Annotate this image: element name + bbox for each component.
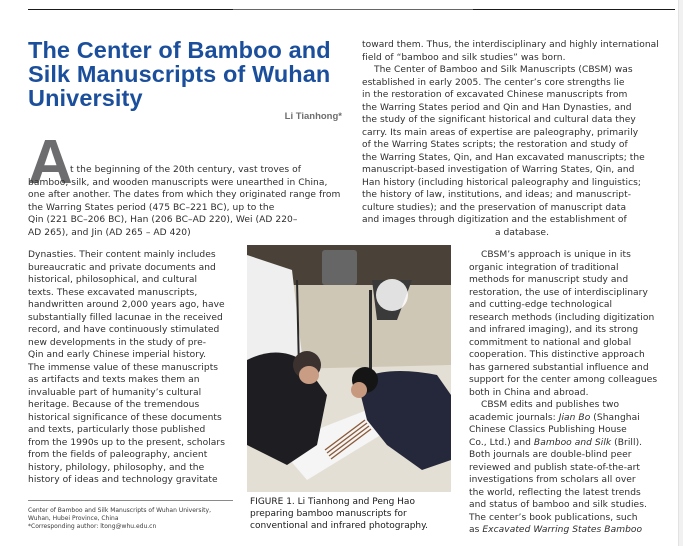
text-line: texts. These excavated manuscripts, (28, 287, 198, 298)
text-line: The immense value of these manuscripts (28, 362, 219, 373)
text-line: from the 1990s up to the present, scholars (28, 437, 225, 448)
title-line: Silk Manuscripts of Wuhan (28, 61, 331, 87)
text-line: The center’s book publications, such (469, 512, 638, 523)
author-byline: Li Tianhong* (284, 111, 342, 122)
text-line: record, and have continuously stimulated (28, 325, 220, 335)
text-line: from the fields of paleography, ancient (28, 450, 208, 460)
text-line: investigations from scholars all over (469, 475, 636, 485)
text-line: handwritten around 2,000 years ago, have (28, 300, 225, 310)
text-line: organic integration of traditional (469, 262, 619, 273)
text-line: established in early 2005. The center’s core strengths lie (362, 77, 625, 88)
column-1-body (28, 249, 225, 487)
lamp-glow (376, 279, 408, 311)
text-line: field of “bamboo and silk studies” was born. (362, 52, 566, 63)
text-line: Qin (221 BC–206 BC), Han (206 BC–AD 220), Wei (AD 220– (28, 215, 298, 225)
text-line: the Warring States period and Qin and Han Dynasties, and (362, 102, 632, 113)
title-line: University (28, 85, 143, 111)
person-right-face (351, 382, 367, 398)
text-line: Han history (including historical paleography and linguistics; (362, 177, 642, 188)
figure-photo (247, 245, 451, 492)
journal-title: Bamboo and Silk (533, 437, 612, 448)
text-line: Chinese Classics Publishing House (469, 425, 627, 435)
text-line (469, 524, 657, 537)
text-line: has garnered substantial influence and (469, 362, 649, 373)
text-line: commitment to national and global (469, 337, 632, 348)
top-rule (28, 9, 675, 10)
text-line: toward them. Thus, the interdisciplinary and highly international (362, 40, 659, 50)
camera-rig (322, 250, 357, 285)
text-line: Dynasties. Their content mainly includes (28, 250, 216, 260)
text-line: bureaucratic and private documents and (28, 262, 216, 273)
text-line (469, 437, 657, 450)
text-line: substantially filled lacunae in the received (28, 312, 223, 323)
text-line: culture studies); and the preservation of manuscript data (362, 202, 627, 213)
column-1-intro (28, 164, 340, 239)
text-line: history, philology, philosophy, and the (28, 462, 205, 473)
text-line: the history of law, institutions, and ideas; and manuscript- (362, 190, 632, 200)
text-span: academic journals: (469, 412, 559, 423)
text-line: CBSM edits and publishes two (481, 400, 620, 410)
top-rule-accent (233, 9, 473, 10)
text-line: a database. (494, 227, 550, 238)
text-span: as (469, 525, 483, 535)
text-line: and cutting-edge technological (469, 300, 613, 310)
book-title: Excavated Warring States Bamboo (482, 525, 643, 535)
text-line: Qin and early Chinese imperial history. (28, 350, 207, 360)
footnote (28, 507, 243, 530)
text-line: manuscript-based investigation of Warring States, Qin, and (362, 165, 635, 175)
text-line: one after another. The dates from which they originated range from (28, 190, 341, 200)
vertical-scrollbar[interactable] (678, 0, 683, 546)
text-line: the world, reflecting the latest trends (469, 487, 641, 498)
drop-cap: A (28, 128, 73, 197)
text-line: carry. Its main areas of expertise are paleography, primarily (362, 127, 639, 138)
person-left-face (299, 366, 319, 384)
text-line: research methods (including digitization (469, 312, 655, 323)
text-line: both in China and abroad. (469, 387, 589, 398)
text-line: cooperation. This distinctive approach (469, 350, 645, 360)
footnote-line: Wuhan, Hubei Province, China (28, 514, 119, 522)
footnote-line: *Corresponding author: ltong@whu.edu.cn (28, 522, 157, 530)
text-span: (Shanghai (590, 412, 640, 423)
text-line: historical, philosophical, and cultural (28, 275, 198, 285)
text-line: Both journals are double-blind peer (469, 450, 632, 460)
figure-caption (250, 496, 460, 532)
text-line: and status of bamboo and silk studies. (469, 500, 647, 510)
article-title (28, 38, 348, 110)
caption-line: preparing bamboo manuscripts for (250, 509, 407, 519)
caption-line: conventional and infrared photography. (250, 521, 429, 531)
text-line: the study of the significant historical and cultural data they (362, 115, 636, 125)
text-line: the Warring States period (475 BC–221 BC), up to the (28, 202, 275, 213)
text-line: CBSM’s approach is unique in its (481, 250, 631, 260)
text-line: bamboo, silk, and wooden manuscripts were unearthed in China, (28, 177, 328, 188)
text-line: The Center of Bamboo and Silk Manuscripts (CBSM) was (374, 65, 633, 75)
text-span: (Brill). (611, 437, 643, 448)
text-line: as artifacts and texts makes them an (28, 375, 200, 385)
text-line: reviewed and publish state-of-the-art (469, 462, 641, 473)
text-line (469, 412, 657, 425)
footnote-rule (28, 500, 233, 501)
text-line: AD 265), and Jin (AD 265 – AD 420) (28, 227, 191, 238)
text-line: restoration, the use of interdisciplinary (469, 287, 648, 298)
text-line: invaluable part of humanity’s cultural (28, 387, 202, 398)
text-line: and images through digitization and the establishment of (362, 215, 627, 225)
title-line: The Center of Bamboo and (28, 37, 331, 63)
column-2-bottom (469, 249, 657, 537)
text-line: and infrared imaging), and its strong (469, 325, 639, 335)
footnote-line: Center of Bamboo and Silk Manuscripts of Wuhan University, (28, 507, 211, 514)
journal-title: Jian Bo (558, 412, 591, 423)
text-line: history of ideas and technology gravitate (28, 475, 218, 485)
text-span: Co., Ltd.) and (469, 437, 534, 448)
text-line: t the beginning of the 20th century, vast troves of (70, 165, 302, 175)
text-line: methods for manuscript study and (469, 275, 629, 285)
light-stand (369, 290, 372, 375)
text-line: of the Warring States scripts; the restoration and study of (362, 140, 628, 150)
text-line: heritage. Because of the tremendous (28, 400, 200, 410)
text-line: the Warring States, Qin, and Han excavated manuscripts; the (362, 152, 645, 163)
text-line: support for the center among colleagues (469, 375, 658, 385)
text-line: historical significance of these documents (28, 412, 222, 423)
text-line: in the restoration of excavated Chinese manuscripts from (362, 90, 628, 100)
column-2-top (362, 39, 682, 239)
text-line: and texts, particularly those published (28, 425, 206, 435)
photo-illustration (247, 245, 451, 492)
caption-line: FIGURE 1. Li Tianhong and Peng Hao (250, 497, 415, 507)
text-line: new developments in the study of pre- (28, 337, 207, 348)
